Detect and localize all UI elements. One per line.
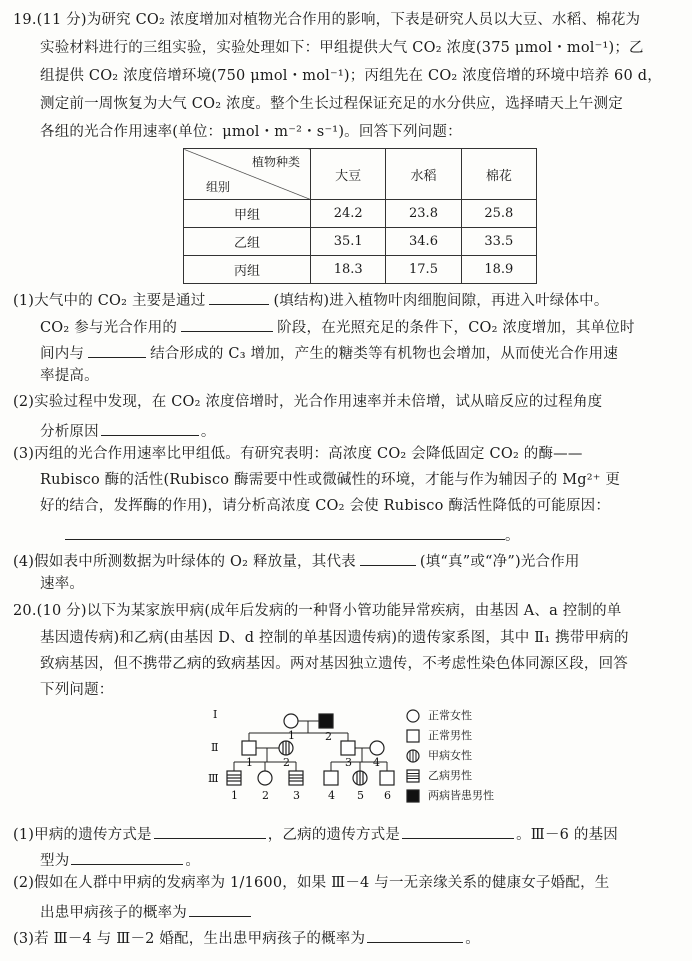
table-cell: 34.6	[386, 228, 461, 256]
individual-I-1	[284, 714, 298, 728]
q20-stem-line-1: 20.(10 分)以下为某家族甲病(成年后发病的一种肾小管功能异常疾病，由基因 A、a 控制的单	[13, 603, 622, 619]
q19-part3-line4	[65, 525, 520, 544]
q19-part1-text-e: 间内与	[40, 346, 85, 362]
individual-number: 3	[345, 756, 352, 769]
answer-blank[interactable]	[181, 317, 273, 332]
column-header: 棉花	[461, 149, 536, 200]
q20-stem-line-3: 致病基因，但不携带乙病的致病基因。两对基因独立遗传，不考虑性染色体同源区段，回答	[40, 656, 628, 672]
q20-part3-line1	[13, 928, 480, 947]
table-row	[184, 200, 537, 228]
q19-part1-text-a: (1)大气中的 CO₂ 主要是通过	[13, 293, 206, 309]
table-cell: 25.8	[461, 200, 536, 228]
answer-blank[interactable]	[65, 525, 505, 540]
row-label: 丙组	[184, 256, 311, 284]
q19-stem-line-4: 测定前一周恢复为大气 CO₂ 浓度。整个生长过程保证充足的水分供应，选择晴天上午测定	[40, 96, 623, 112]
q19-part4-text-b: (填“真”或“净”)光合作用	[419, 554, 580, 570]
q20-part1-line2	[40, 850, 200, 869]
table-header-row	[184, 149, 537, 200]
answer-blank[interactable]	[71, 850, 183, 865]
both-diseases-male-icon	[406, 789, 420, 803]
individual-III-6	[380, 771, 394, 785]
answer-blank[interactable]	[88, 343, 146, 358]
legend-label: 正常男性	[428, 729, 472, 742]
disease-b-male-icon	[406, 769, 420, 783]
individual-number: 3	[293, 789, 300, 802]
q19-part1-line2	[40, 317, 635, 336]
answer-blank[interactable]	[101, 421, 199, 436]
table-row	[184, 256, 537, 284]
legend-label: 两病皆患男性	[428, 789, 494, 802]
diagonal-header-cell	[184, 149, 311, 200]
legend-normal-female	[406, 707, 472, 723]
q19-part4-text-a: (4)假如表中所测数据为叶绿体的 O₂ 释放量，其代表	[13, 554, 356, 570]
table-cell: 33.5	[461, 228, 536, 256]
legend-both-diseases-male	[406, 787, 494, 803]
q19-part3-line1: (3)丙组的光合作用速率比甲组低。有研究表明：高浓度 CO₂ 会降低固定 CO₂ 的酶——	[13, 446, 583, 462]
individual-number: 4	[328, 789, 335, 802]
individual-number: 1	[246, 756, 253, 769]
q19-part2-line2	[40, 421, 216, 440]
q19-part4-line1	[13, 551, 580, 570]
legend-label: 乙病男性	[428, 769, 472, 782]
q19-part3-line3: 好的结合，发挥酶的作用)，请分析高浓度 CO₂ 会使 Rubisco 酶活性降低的可能原因：	[40, 498, 611, 514]
q20-part1-text-c: 。Ⅲ－6 的基因	[516, 827, 618, 843]
q20-part2-line1: (2)假如在人群中甲病的发病率为 1/1600，如果 Ⅲ－4 与一无亲缘关系的健康女子婚配，生	[13, 875, 610, 891]
pedigree-chart	[205, 702, 405, 812]
q19-part2-line1: (2)实验过程中发现，在 CO₂ 浓度倍增时，光合作用速率并未倍增，试从暗反应的过程角度	[13, 394, 603, 410]
q19-part1-line1	[13, 290, 609, 309]
generation-label: Ⅱ	[211, 741, 219, 754]
answer-blank[interactable]	[209, 290, 269, 305]
q20-part1-text-e: 。	[185, 853, 201, 869]
individual-III-2	[258, 771, 272, 785]
photosynthesis-rate-table	[183, 148, 537, 284]
individual-number: 1	[231, 789, 238, 802]
table-row	[184, 228, 537, 256]
q20-part3-text-a: (3)若 Ⅲ－4 与 Ⅲ－2 婚配，生出患甲病孩子的概率为	[13, 931, 366, 947]
individual-II-1	[242, 741, 256, 755]
individual-number: 1	[288, 729, 295, 742]
legend-disease-a-female	[406, 747, 472, 763]
column-header: 大豆	[311, 149, 386, 200]
q19-part1-text-d: 阶段，在光照充足的条件下，CO₂ 浓度增加，其单位时	[277, 320, 635, 336]
legend-normal-male	[406, 727, 472, 743]
q19-part1-text-f: 结合形成的 C₃ 增加，产生的糖类等有机物也会增加，从而使光合作用速	[150, 346, 619, 362]
q19-part3-line2: Rubisco 酶的活性(Rubisco 酶需要中性或微碱性的环境，才能与作为辅因子的 Mg²⁺ 更	[40, 472, 621, 488]
table-cell: 17.5	[386, 256, 461, 284]
legend-label: 甲病女性	[428, 749, 472, 762]
normal-female-icon	[406, 709, 420, 723]
q19-part1-text-c: CO₂ 参与光合作用的	[40, 320, 178, 336]
q19-part1-text-b: (填结构)进入植物叶肉细胞间隙，再进入叶绿体中。	[273, 293, 609, 309]
table-cell: 18.3	[311, 256, 386, 284]
q20-part1-text-d: 型为	[40, 853, 70, 869]
individual-number: 5	[357, 789, 364, 802]
column-header: 水稻	[386, 149, 461, 200]
q20-part2-text-b: 出患甲病孩子的概率为	[40, 905, 187, 921]
table-cell: 35.1	[311, 228, 386, 256]
normal-male-icon	[406, 729, 420, 743]
table-cell: 24.2	[311, 200, 386, 228]
q19-part4-line2: 速率。	[40, 576, 85, 592]
q20-stem-line-4: 下列问题：	[40, 682, 114, 698]
answer-blank[interactable]	[360, 551, 416, 566]
answer-blank[interactable]	[367, 928, 463, 943]
generation-label: Ⅰ	[213, 708, 218, 721]
individual-number: 2	[283, 756, 290, 769]
q19-stem-line-3: 组提供 CO₂ 浓度倍增环境(750 μmol・mol⁻¹)；丙组先在 CO₂ 浓度倍增的环境中培养 60 d，	[40, 68, 662, 84]
legend-disease-b-male	[406, 767, 472, 783]
q19-stem-line-2: 实验材料进行的三组实验，实验处理如下：甲组提供大气 CO₂ 浓度(375 μmol・mol⁻¹)；乙	[40, 40, 644, 56]
q20-part1-text-b: ，乙病的遗传方式是	[267, 827, 401, 843]
q20-part2-line2	[40, 902, 253, 921]
answer-blank[interactable]	[154, 824, 266, 839]
q19-stem-line-5: 各组的光合作用速率(单位：μmol・m⁻²・s⁻¹)。回答下列问题：	[40, 124, 462, 140]
legend-label: 正常女性	[428, 709, 472, 722]
q20-part3-text-b: 。	[465, 931, 480, 947]
q19-part2-text-c: 。	[200, 424, 216, 440]
header-group: 组别	[206, 180, 231, 194]
individual-II-3	[341, 741, 355, 755]
answer-blank[interactable]	[189, 902, 251, 917]
individual-number: 4	[373, 756, 380, 769]
individual-II-4	[370, 741, 384, 755]
q19-part1-line3	[40, 343, 618, 362]
individual-number: 6	[384, 789, 391, 802]
header-plant-type: 植物种类	[251, 155, 300, 169]
individual-III-4	[324, 771, 338, 785]
table-cell: 23.8	[386, 200, 461, 228]
q20-part1-text-a: (1)甲病的遗传方式是	[13, 827, 152, 843]
individual-number: 2	[325, 730, 332, 743]
table-cell: 18.9	[461, 256, 536, 284]
q19-part3-text-d: 。	[505, 528, 520, 544]
individual-I-2	[319, 714, 333, 728]
disease-a-female-icon	[406, 749, 420, 763]
q19-part2-text-b: 分析原因	[40, 424, 99, 440]
answer-blank[interactable]	[402, 824, 514, 839]
row-label: 甲组	[184, 200, 311, 228]
q19-part1-line4: 率提高。	[40, 368, 99, 384]
generation-label: Ⅲ	[208, 772, 219, 785]
q20-part1-line1	[13, 824, 618, 843]
row-label: 乙组	[184, 228, 311, 256]
individual-number: 2	[262, 789, 269, 802]
q19-stem-line-1: 19.(11 分)为研究 CO₂ 浓度增加对植物光合作用的影响，下表是研究人员以大豆、水稻、棉花为	[13, 12, 641, 28]
q20-stem-line-2: 基因遗传病)和乙病(由基因 D、d 控制的单基因遗传病)的遗传家系图，其中 Ⅱ₁ 携带甲病的	[40, 630, 629, 646]
